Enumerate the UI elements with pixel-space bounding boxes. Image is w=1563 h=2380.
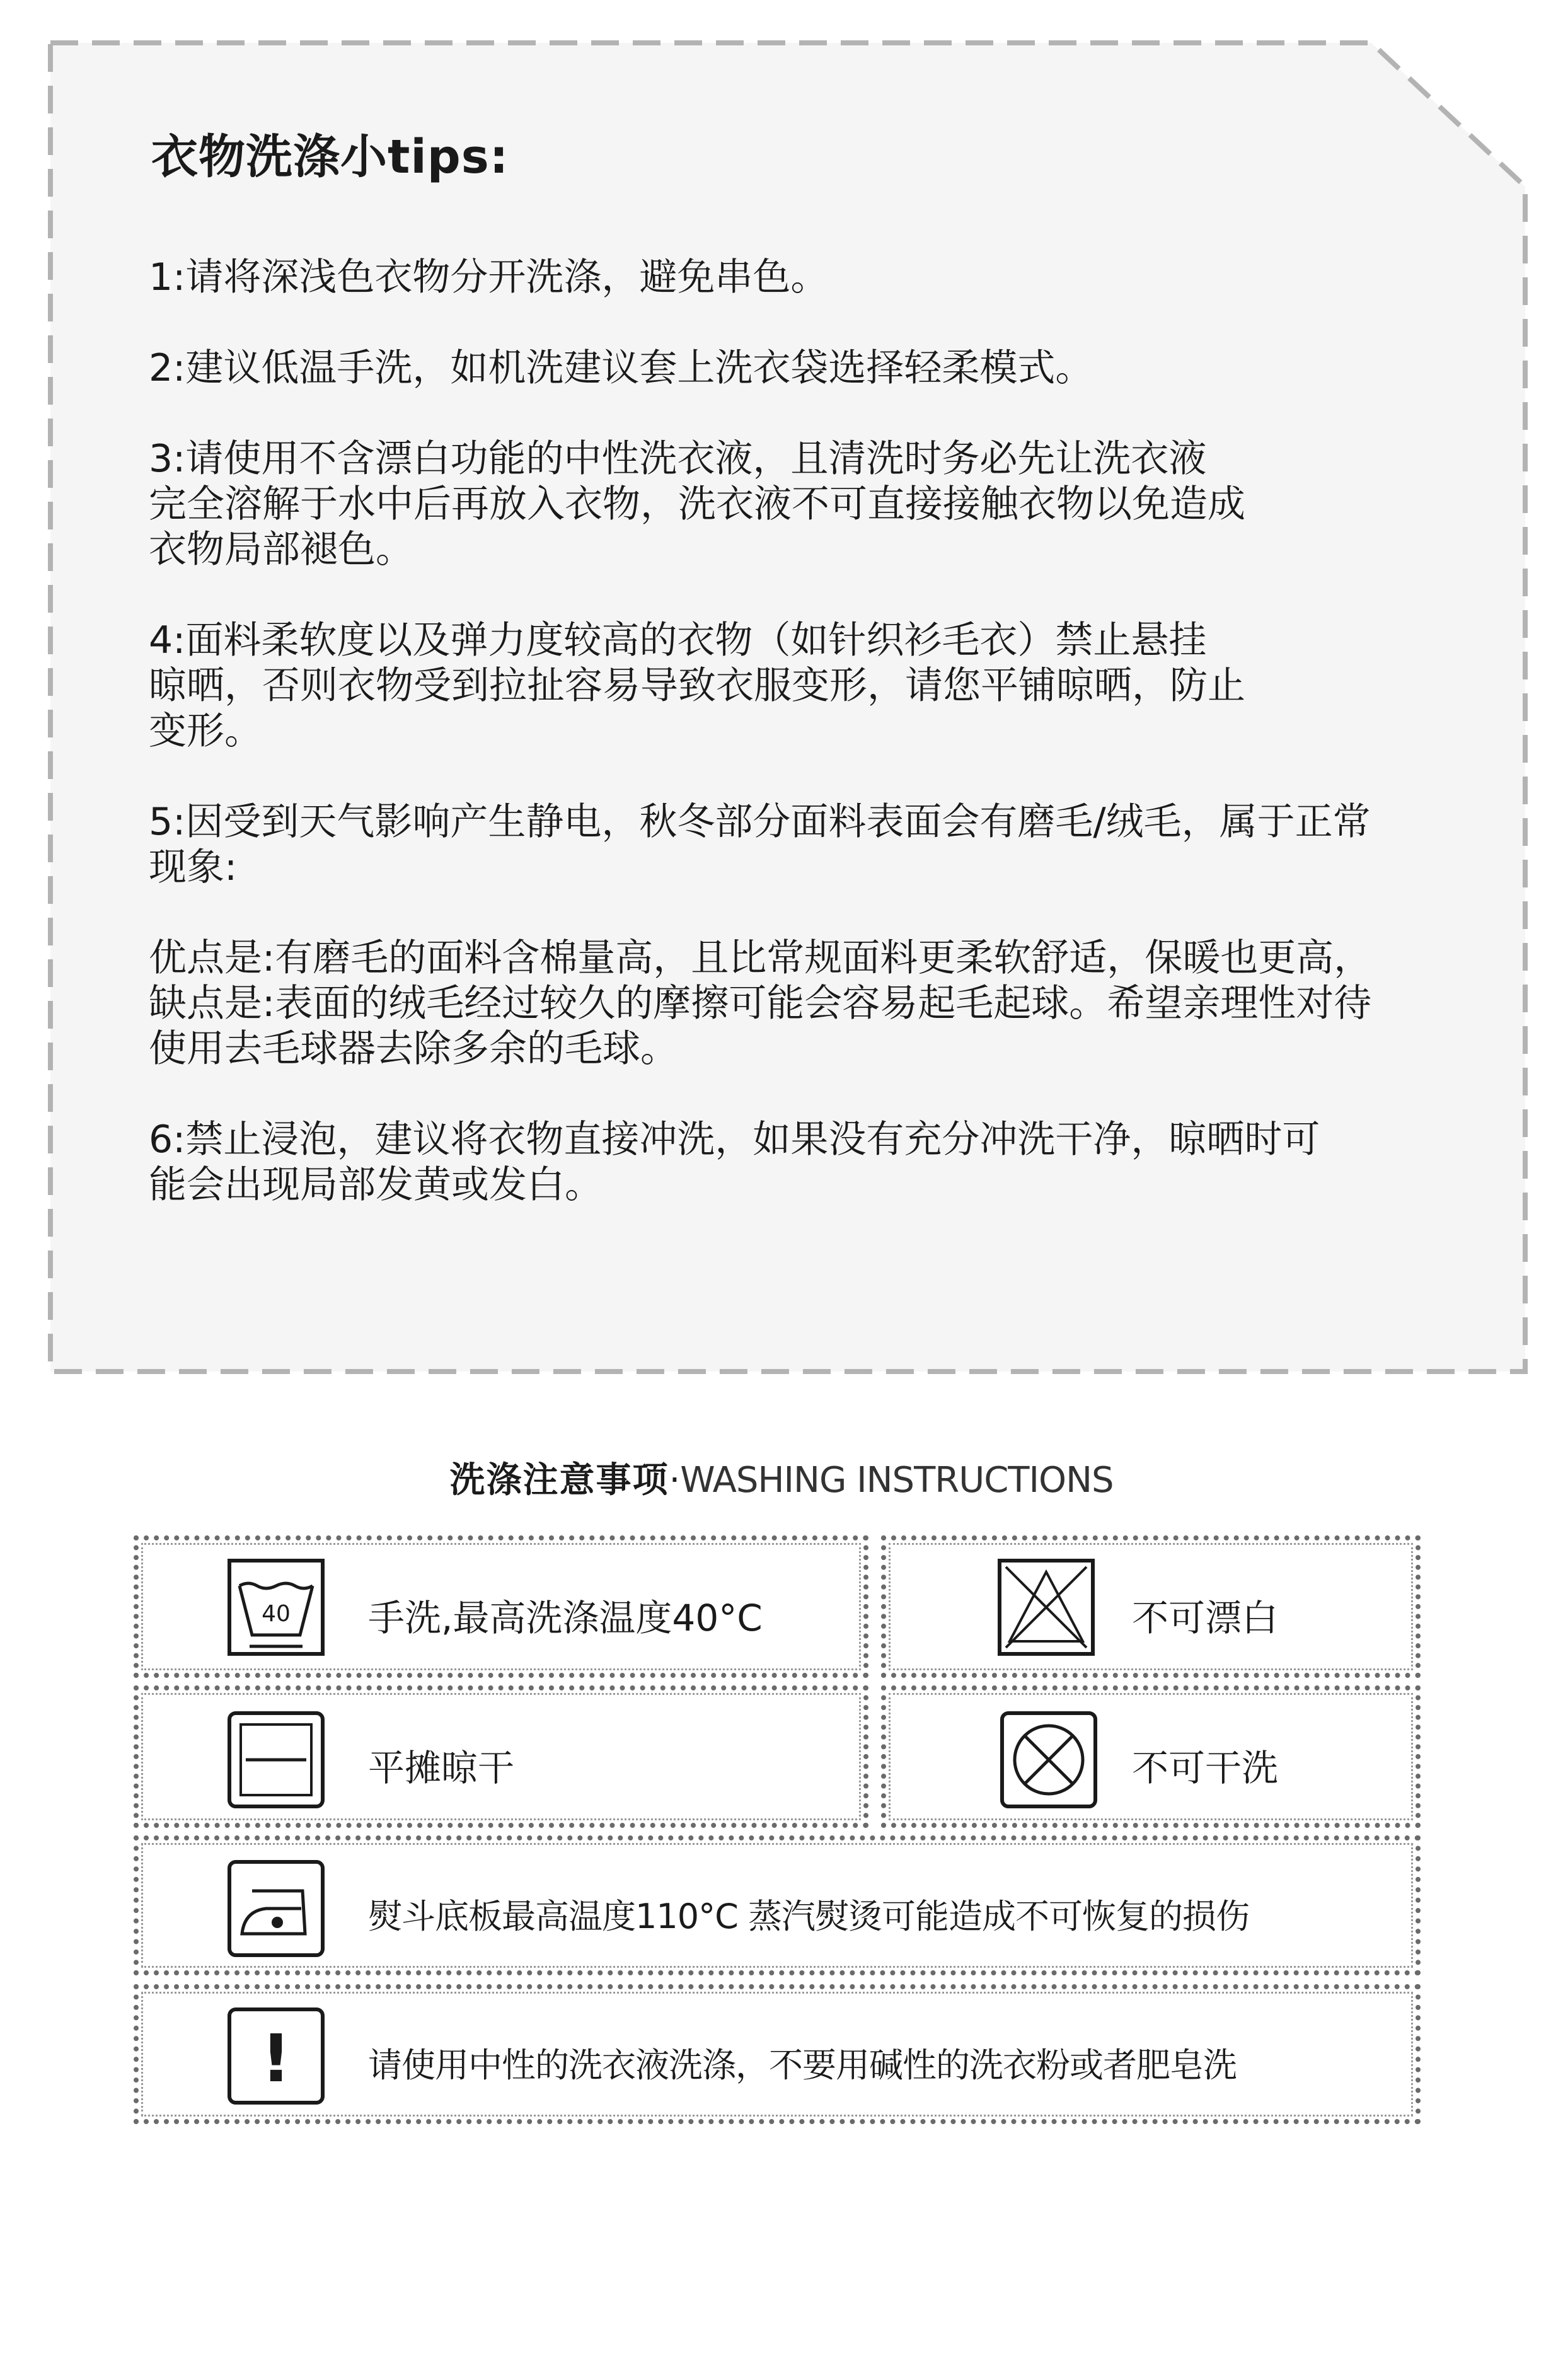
care-label-hand-wash: 手洗,最高洗涤温度40°C bbox=[368, 1597, 763, 1639]
iron-low-icon bbox=[227, 1859, 325, 1958]
care-box-iron bbox=[134, 1835, 1421, 1975]
care-label-no-bleach: 不可漂白 bbox=[1132, 1597, 1279, 1639]
tips-card bbox=[48, 40, 1528, 1374]
dry-flat-icon bbox=[227, 1711, 325, 1809]
heading-english: WASHING INSTRUCTIONS bbox=[680, 1460, 1114, 1501]
exclamation-icon bbox=[227, 2007, 325, 2105]
tip-item-pros-cons: 优点是:有磨毛的面料含棉量高，且比常规面料更柔软舒适，保暖也更高， 缺点是:表面的绒毛经过较久的摩擦可能会容易起毛起球。希望亲理性对待 使用去毛球器去除多余的毛球。 bbox=[149, 936, 1372, 1071]
care-box-no-dry-clean bbox=[881, 1685, 1421, 1828]
tips-title: 衣物洗涤小tips: bbox=[151, 130, 509, 184]
heading-chinese: 洗涤注意事项 bbox=[449, 1460, 669, 1501]
tip-item-3: 3:请使用不含漂白功能的中性洗衣液，且清洗时务必先让洗衣液 完全溶解于水中后再放入衣物，洗衣液不可直接接触衣物以免造成 衣物局部褪色。 bbox=[149, 437, 1245, 572]
tip-item-5: 5:因受到天气影响产生静电，秋冬部分面料表面会有磨毛/绒毛，属于正常 现象: bbox=[149, 800, 1371, 889]
no-bleach-icon bbox=[997, 1558, 1095, 1656]
care-box-no-bleach bbox=[881, 1535, 1421, 1678]
tip-item-6: 6:禁止浸泡，建议将衣物直接冲洗，如果没有充分冲洗干净，晾晒时可 能会出现局部发黄或发白。 bbox=[149, 1118, 1320, 1207]
tips-body bbox=[149, 255, 1485, 1253]
care-label-detergent-warning: 请使用中性的洗衣液洗涤，不要用碱性的洗衣粉或者肥皂洗 bbox=[368, 2045, 1237, 2085]
care-box-detergent-warning bbox=[134, 1984, 1421, 2124]
tip-item-4: 4:面料柔软度以及弹力度较高的衣物（如针织衫毛衣）禁止悬挂 晾晒，否则衣物受到拉扯容易导致衣服变形，请您平铺晾晒，防止 变形。 bbox=[149, 618, 1245, 753]
exclamation-symbol: ! bbox=[261, 2020, 291, 2097]
care-label-iron: 熨斗底板最高温度110°C 蒸汽熨烫可能造成不可恢复的损伤 bbox=[368, 1897, 1249, 1936]
care-box-dry-flat bbox=[134, 1685, 868, 1828]
care-label-dry-flat: 平摊晾干 bbox=[368, 1747, 515, 1789]
tip-item-2: 2:建议低温手洗，如机洗建议套上洗衣袋选择轻柔模式。 bbox=[149, 346, 1093, 390]
no-dry-clean-icon bbox=[1000, 1711, 1098, 1809]
care-box-hand-wash bbox=[134, 1535, 868, 1678]
hand-wash-40-icon bbox=[227, 1558, 325, 1656]
heading-separator: · bbox=[669, 1460, 681, 1501]
care-label-no-dry-clean: 不可干洗 bbox=[1132, 1747, 1279, 1789]
washing-instructions-heading bbox=[0, 1452, 1563, 1503]
tip-item-1: 1:请将深浅色衣物分开洗涤，避免串色。 bbox=[149, 255, 829, 299]
hand-wash-temp: 40 bbox=[262, 1601, 291, 1627]
